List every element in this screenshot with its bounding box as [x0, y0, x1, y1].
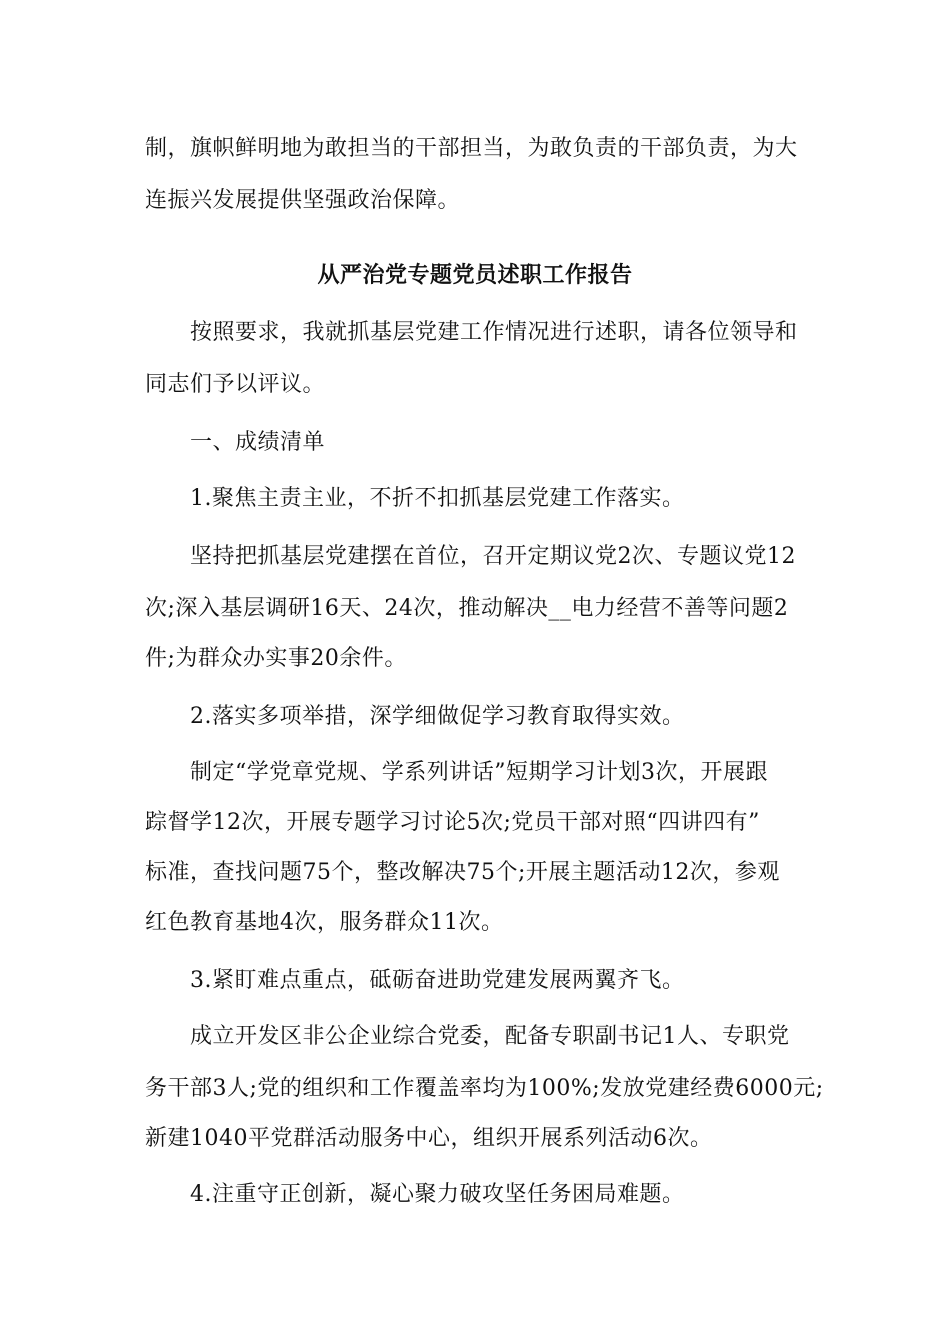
paragraph-line: 红色教育基地4次，服务群众11次。 — [145, 910, 504, 935]
item-heading: 1.聚焦主责主业，不折不扣抓基层党建工作落实。 — [190, 486, 685, 511]
paragraph-line: 标准，查找问题75个，整改解决75个;开展主题活动12次，参观 — [145, 860, 780, 885]
paragraph-line: 制定“学党章党规、学系列讲话”短期学习计划3次，开展跟 — [190, 760, 768, 785]
paragraph-line: 坚持把抓基层党建摆在首位，召开定期议党2次、专题议党12 — [190, 544, 796, 569]
paragraph-line: 按照要求，我就抓基层党建工作情况进行述职，请各位领导和 — [190, 320, 798, 345]
paragraph-line: 连振兴发展提供坚强政治保障。 — [145, 188, 461, 213]
section-heading: 一、成绩清单 — [190, 430, 326, 455]
paragraph-line: 务干部3人;党的组织和工作覆盖率均为100%;发放党建经费6000元; — [145, 1076, 824, 1101]
paragraph-line: 次;深入基层调研16天、24次，推动解决__电力经营不善等问题2 — [145, 596, 789, 621]
paragraph-line: 踪督学12次，开展专题学习讨论5次;党员干部对照“四讲四有” — [145, 810, 760, 835]
paragraph-line: 新建1040平党群活动服务中心，组织开展系列活动6次。 — [145, 1126, 713, 1151]
paragraph-line: 制，旗帜鲜明地为敢担当的干部担当，为敢负责的干部负责，为大 — [145, 136, 798, 161]
document-title: 从严治党专题党员述职工作报告 — [317, 262, 633, 288]
paragraph-line: 同志们予以评议。 — [145, 372, 326, 397]
item-heading: 2.落实多项举措，深学细做促学习教育取得实效。 — [190, 704, 685, 729]
item-heading: 4.注重守正创新，凝心聚力破攻坚任务困局难题。 — [190, 1182, 685, 1207]
item-heading: 3.紧盯难点重点，砥砺奋进助党建发展两翼齐飞。 — [190, 968, 685, 993]
paragraph-line: 件;为群众办实事20余件。 — [145, 646, 407, 671]
paragraph-line: 成立开发区非公企业综合党委，配备专职副书记1人、专职党 — [190, 1024, 790, 1049]
